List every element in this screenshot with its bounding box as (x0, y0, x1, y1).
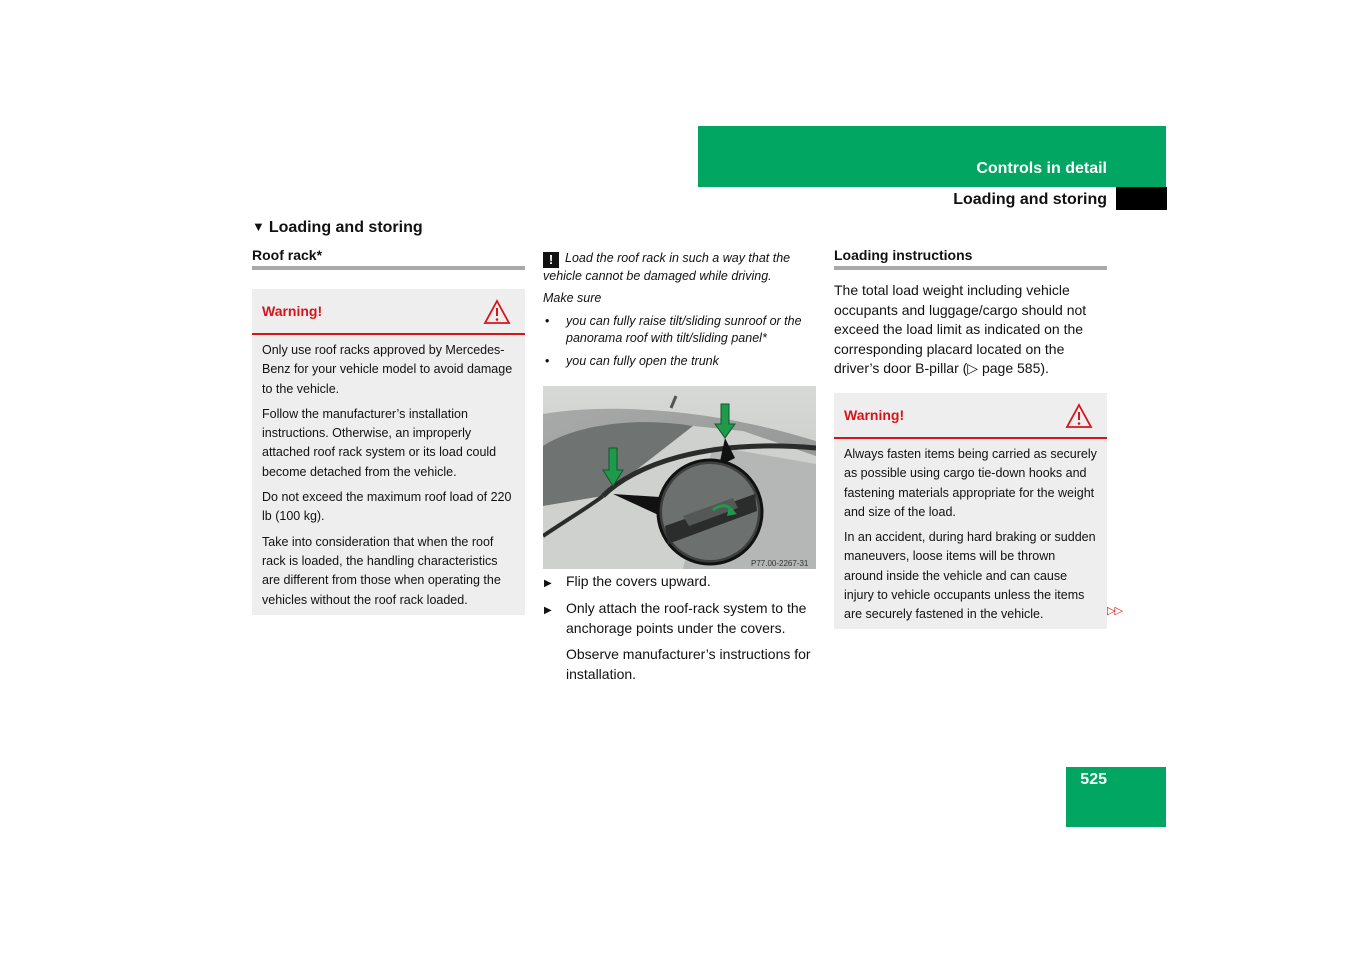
loading-warning-box (834, 393, 1107, 629)
warning-label: Warning! (844, 407, 905, 423)
step-arrow-icon: ▶ (544, 578, 552, 589)
notice-exclamation-icon: ! (543, 252, 559, 268)
triangle-down-icon: ▼ (252, 219, 265, 234)
chapter-title: Controls in detail (976, 160, 1107, 177)
section-heading (252, 219, 423, 237)
warning-paragraph: Take into consideration that when the roof rack is loaded, the handling characteristics are different from those when operating the vehicles without the roof rack loaded. (262, 534, 501, 607)
divider (834, 266, 1107, 270)
step-arrow-icon: ▶ (544, 605, 552, 616)
step-note: Observe manufacturer’s instructions for installation. (566, 646, 811, 682)
warning-triangle-icon (1065, 403, 1093, 429)
instruction-step (544, 599, 818, 638)
list-item-text: you can fully open the trunk (566, 354, 719, 368)
warning-paragraph: Do not exceed the maximum roof load of 220 lb (100 kg). (262, 490, 512, 524)
step-text: Flip the covers upward. (566, 573, 711, 589)
divider (252, 266, 525, 270)
warning-paragraph: Always fasten items being carried as securely as possible using cargo tie-down hooks and fastening materials appropriate for the weight and size of the load. (844, 447, 1097, 519)
list-item (545, 353, 818, 370)
page-number: 525 (1080, 771, 1107, 788)
loading-intro: The total load weight including vehicle occupants and luggage/cargo should not exceed the load limit as indicated on the corresponding placard located on the driver’s door B-pillar (▷ page 585). (834, 282, 1087, 376)
warning-header (252, 289, 525, 335)
bullet-icon: • (545, 314, 550, 328)
list-item (545, 313, 818, 347)
warning-triangle-icon (483, 299, 511, 325)
list-item-text: you can fully raise tilt/sliding sunroof or the panorama roof with tilt/sliding panel* (566, 314, 802, 345)
car-roof-image (543, 386, 816, 569)
warning-header (834, 393, 1107, 439)
continued-arrows-icon: ▷▷ (1107, 605, 1122, 617)
make-sure-label: Make sure (543, 291, 602, 305)
bullet-icon: • (545, 354, 550, 368)
loading-title: Loading instructions (834, 247, 973, 263)
section-heading-text: Loading and storing (268, 219, 423, 236)
roof-rack-warning-box (252, 289, 525, 615)
warning-body (252, 335, 525, 622)
instruction-step (544, 572, 818, 592)
warning-label: Warning! (262, 303, 323, 319)
roof-rack-cover-illustration (543, 386, 816, 569)
warning-body (834, 439, 1107, 637)
figure-code: P77.00-2267-31 (751, 559, 809, 568)
notice-text: Load the roof rack in such a way that the vehicle cannot be damaged while driving. (543, 251, 791, 283)
warning-paragraph: Only use roof racks approved by Mercedes-Benz for your vehicle model to avoid damage to the vehicle. (262, 343, 513, 396)
header-marker (1116, 187, 1167, 210)
roof-rack-title: Roof rack* (252, 247, 323, 263)
section-title: Loading and storing (953, 191, 1107, 208)
warning-paragraph: In an accident, during hard braking or sudden maneuvers, loose items will be thrown around inside the vehicle and can cause injury to vehicle occupants unless the items are securely fastened in the vehicle. (844, 530, 1096, 622)
notice (543, 250, 819, 285)
step-text: Only attach the roof-rack system to the anchorage points under the covers. (566, 600, 807, 636)
warning-paragraph: Follow the manufacturer’s installation instructions. Otherwise, an improperly attached roof rack system or its load could become detached from the vehicle. (262, 406, 497, 479)
